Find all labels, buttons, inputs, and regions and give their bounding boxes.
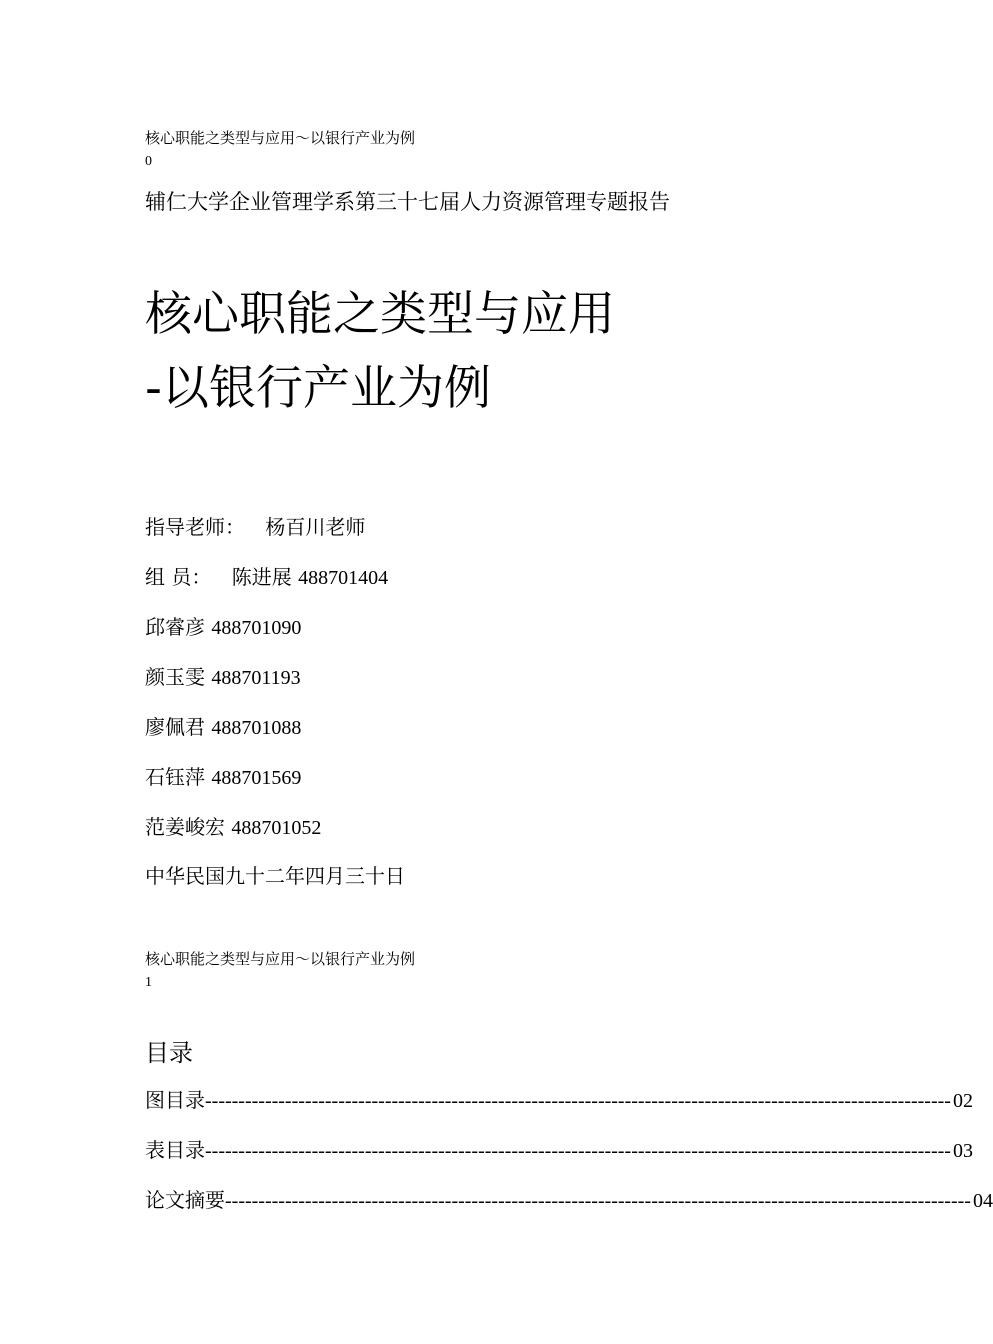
toc-entry-label: 表目录 [145,1138,205,1162]
member-line [145,561,388,590]
report-date: 中华民国九十二年四月三十日 [145,864,405,888]
report-title-line1: 核心职能之类型与应用 [145,287,615,342]
member-name: 石钰萍 [145,765,205,789]
advisor-name: 杨百川老师 [265,515,366,539]
report-subtitle: 辅仁大学企业管理学系第三十七届人力资源管理专题报告 [145,190,670,214]
member-id: 488701569 [211,767,302,789]
toc-entry-page: 02 [952,1090,973,1112]
member-id: 488701090 [211,617,302,639]
member-name: 邱睿彦 [145,615,205,639]
member-id: 488701088 [211,717,302,739]
toc-entry[interactable] [145,1084,973,1113]
member-name: 陈进展 [231,565,292,589]
toc-entry-label: 论文摘要 [145,1188,225,1212]
member-line [145,811,321,840]
toc-entry-page: 03 [952,1140,973,1162]
member-line [145,711,301,740]
toc-entry-page: 04 [972,1190,993,1212]
members-label: 组 员： [145,565,212,589]
toc-entry[interactable] [145,1134,973,1163]
report-title-line2: -以银行产业为例 [145,361,491,416]
page-number: 0 [145,154,152,169]
page-number: 1 [145,975,152,990]
advisor-label: 指导老师： [145,515,245,539]
member-line [145,761,301,790]
member-name: 廖佩君 [145,715,205,739]
toc-leader: ---------------------------------------------------------------------------------------------------------------- [225,1190,971,1212]
member-id: 488701193 [211,667,301,689]
member-line [145,661,301,690]
member-id: 488701404 [298,567,389,589]
toc-leader: ---------------------------------------------------------------------------------------------------------------- [205,1140,951,1162]
toc-entry-label: 图目录 [145,1088,205,1112]
running-header: 核心职能之类型与应用～以银行产业为例 [145,950,416,968]
member-line [145,611,301,640]
member-name: 颜玉雯 [145,665,205,689]
advisor-line [145,511,365,540]
running-header: 核心职能之类型与应用～以银行产业为例 [145,129,416,147]
toc-entry[interactable] [145,1184,993,1213]
member-name: 范姜峻宏 [145,815,225,839]
member-id: 488701052 [231,817,322,839]
toc-leader: ---------------------------------------------------------------------------------------------------------------- [205,1090,951,1112]
toc-title: 目录 [145,1039,193,1067]
